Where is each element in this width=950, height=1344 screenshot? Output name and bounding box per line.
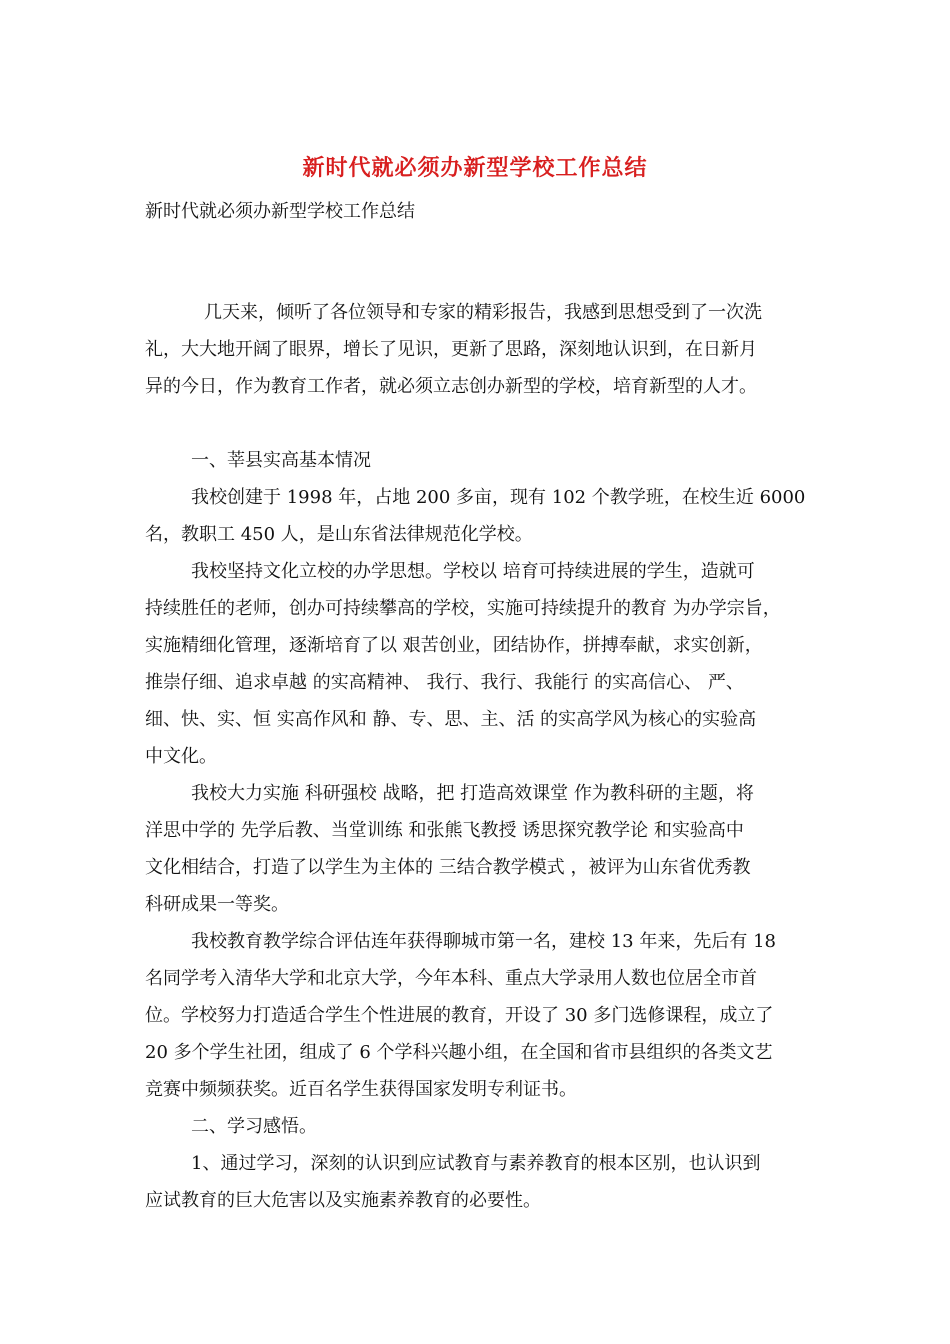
document-title: 新时代就必须办新型学校工作总结 xyxy=(302,155,648,181)
paragraph-line: 异的今日，作为教育工作者，就必须立志创办新型的学校，培育新型的人才。 xyxy=(145,376,757,397)
paragraph-line: 洋思中学的 先学后教、当堂训练 和张熊飞教授 诱思探究教学论 和实验高中 xyxy=(145,820,744,841)
paragraph-line: 20 多个学生社团，组成了 6 个学科兴趣小组，在全国和省市县组织的各类文艺 xyxy=(145,1042,773,1063)
paragraph-line: 礼，大大地开阔了眼界，增长了见识，更新了思路，深刻地认识到，在日新月 xyxy=(145,339,757,360)
paragraph-line: 我校坚持文化立校的办学思想。学校以 培育可持续进展的学生，造就可 xyxy=(191,561,755,582)
paragraph-line: 几天来，倾听了各位领导和专家的精彩报告，我感到思想受到了一次洗 xyxy=(204,302,762,323)
document-subtitle: 新时代就必须办新型学校工作总结 xyxy=(145,201,415,222)
paragraph-line: 实施精细化管理，逐渐培育了以 艰苦创业，团结协作，拼搏奉献，求实创新， xyxy=(145,635,763,656)
section-heading: 二、学习感悟。 xyxy=(191,1116,317,1137)
paragraph-line: 名，教职工 450 人，是山东省法律规范化学校。 xyxy=(145,524,533,545)
paragraph-line: 应试教育的巨大危害以及实施素养教育的必要性。 xyxy=(145,1190,541,1211)
paragraph-line: 名同学考入清华大学和北京大学，今年本科、重点大学录用人数也位居全市首 xyxy=(145,968,757,989)
paragraph-line: 科研成果一等奖。 xyxy=(145,894,289,915)
paragraph-line: 1、通过学习，深刻的认识到应试教育与素养教育的根本区别，也认识到 xyxy=(191,1153,761,1174)
paragraph-line: 持续胜任的老师，创办可持续攀高的学校，实施可持续提升的教育 为办学宗旨， xyxy=(145,598,781,619)
paragraph-line: 文化相结合，打造了以学生为主体的 三结合教学模式 ，被评为山东省优秀教 xyxy=(145,857,751,878)
section-heading: 一、莘县实高基本情况 xyxy=(191,450,371,471)
paragraph-line: 我校大力实施 科研强校 战略，把 打造高效课堂 作为教科研的主题，将 xyxy=(191,783,754,804)
paragraph-line: 我校教育教学综合评估连年获得聊城市第一名，建校 13 年来，先后有 18 xyxy=(191,931,776,952)
paragraph-line: 推崇仔细、追求卓越 的实高精神、 我行、我行、我能行 的实高信心、 严、 xyxy=(145,672,744,693)
paragraph-line: 竞赛中频频获奖。近百名学生获得国家发明专利证书。 xyxy=(145,1079,577,1100)
paragraph-line: 位。学校努力打造适合学生个性进展的教育，开设了 30 多门选修课程，成立了 xyxy=(145,1005,774,1026)
paragraph-line: 中文化。 xyxy=(145,746,217,767)
paragraph-line: 我校创建于 1998 年，占地 200 多亩，现有 102 个教学班，在校生近 6000 xyxy=(191,487,806,508)
paragraph-line: 细、快、实、恒 实高作风和 静、专、思、主、活 的实高学风为核心的实验高 xyxy=(145,709,757,730)
